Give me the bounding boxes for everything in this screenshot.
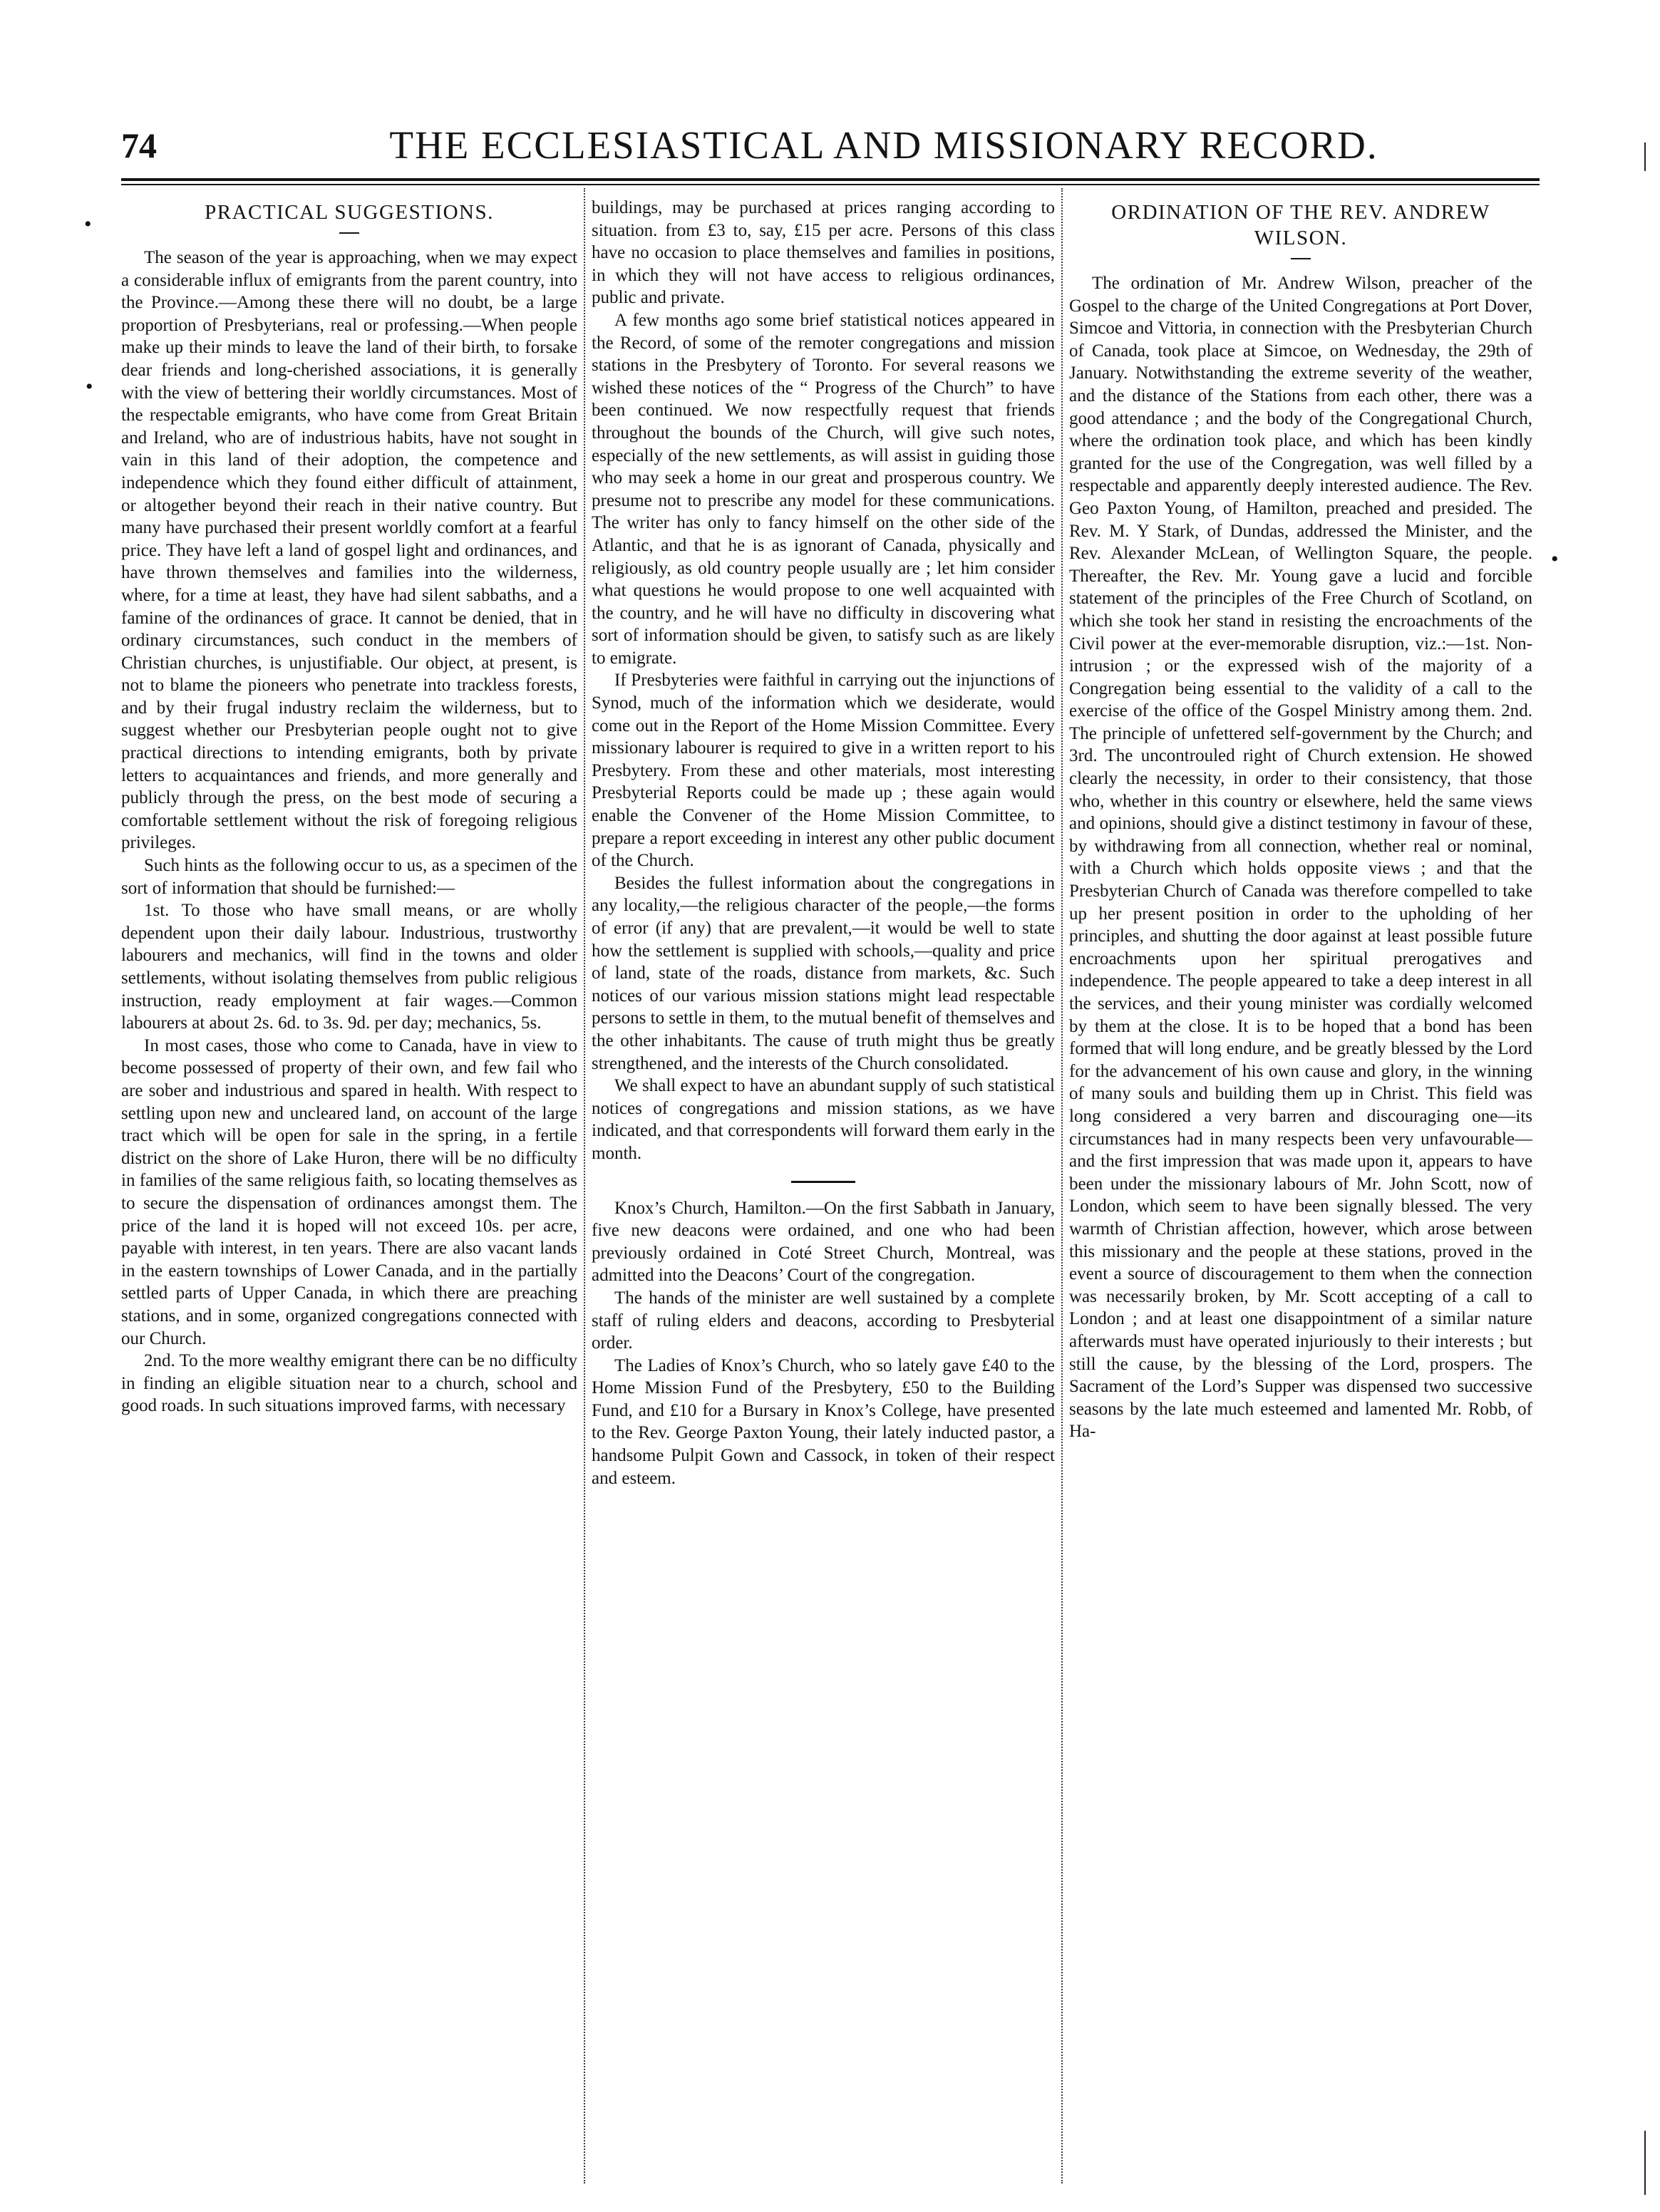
paragraph: buildings, may be purchased at prices ranging according to situation. from £3 to, say, £15 per acre. Persons of this class have no occasion to place themselves and families in positions, in which they will not have access to religious ordinances, public and private. [592, 198, 1055, 308]
page-edge-mark [1644, 2131, 1653, 2195]
margin-mark: • [1551, 547, 1559, 571]
paragraph: Knox’s Church, Hamilton.—On the first Sabbath in January, five new deacons were ordained, and one who had been previously ordained in Coté Street Church, Montreal, was admitted into the Deacons’ Court of the congregation. [592, 1198, 1055, 1286]
paragraph: In most cases, those who come to Canada, have in view to become possessed of property of their own, and few fail who are sober and industrious and spared in health. With respect to settling upon new and uncleared land, on account of the large tract which will be open for sale in the spring, in a fertile district on the shore of Lake Huron, there will be no difficulty in families of the same religious faith, so locating themselves as to secure the dispensation of ordinances amongst them. The price of the land it is hoped will not exceed 10s. per acre, payable with interest, in ten years. There are also vacant lands in the eastern townships of Lower Canada, and in the partially settled parts of Upper Canada, in which there are preaching stations, and in some, organized congregations connected with our Church. [121, 1035, 577, 1348]
column-divider [1061, 188, 1063, 2183]
title-dash [339, 232, 359, 234]
paragraph: The season of the year is approaching, when we may expect a considerable influx of emigrants from the parent country, into the Province.—Among these there will no doubt, be a large proportion of Presbyterians, real or professing.—When people make up their minds to leave the land of their birth, to forsake dear friends and long-cherished associations, it is generally with the view of bettering their worldly circumstances. Most of the respectable emigrants, who have come from Great Britain and Ireland, who are of industrious habits, have not sought in vain in this land of their adoption, the competence and independence which they found either difficult of attainment, or altogether beyond their reach in their native country. But many have purchased their present worldly comfort at a fearful price. They have left a land of gospel light and ordinances, and have thrown themselves and families into the wilderness, where, for a time at least, they have had silent sabbaths, and a famine of the ordinances of grace. It cannot be denied, that in ordinary circumstances, such conduct in the members of Christian churches, is unjustifiable. Our object, at present, is not to blame the pioneers who penetrate into trackless forests, and by their frugal industry reclaim the wilderness, but to suggest whether our Presbyterian people ought not to give practical directions to intending emigrants, both by private letters to acquaintances and friends, and more generally and publicly through the press, on the best mode of securing a comfortable settlement without the risk of foregoing religious privileges. [121, 248, 577, 853]
article-title: PRACTICAL SUGGESTIONS. [205, 201, 494, 224]
column-practical-suggestions [121, 197, 577, 2183]
paragraph: The hands of the minister are well sustained by a complete staff of ruling elders and deacons, according to Presbyterial order. [592, 1288, 1055, 1353]
page-header [121, 118, 1532, 172]
column-divider [584, 188, 585, 2183]
page-number: 74 [121, 125, 157, 165]
margin-mark: • [84, 212, 92, 236]
paragraph: If Presbyteries were faithful in carrying out the injunctions of Synod, much of the information which we desiderate, would come out in the Report of the Home Mission Committee. Every missionary labourer is required to give in a written report to his Presbytery. From these and other materials, most interesting Presbyterial Reports could be made up ; these again would enable the Convener of the Home Mission Committee, to prepare a report exceeding in interest any other public document of the Church. [592, 671, 1055, 871]
header-double-rule [121, 178, 1540, 185]
section-separator [791, 1181, 855, 1183]
page-edge-mark [1644, 143, 1653, 171]
paragraph: Such hints as the following occur to us, as a specimen of the sort of information that should be furnished:— [121, 856, 577, 898]
paragraph: 1st. To those who have small means, or are wholly dependent upon their daily labour. Industrious, trustworthy labourers and mechanics, will find in the towns and older settlements, without isolating themselves from public religious instruction, ready employment at fair wages.—Common labourers at about 2s. 6d. to 3s. 9d. per day; mechanics, 5s. [121, 901, 577, 1033]
paragraph: A few months ago some brief statistical notices appeared in the Record, of some of the remoter congregations and mission stations in the Presbytery of Toronto. For several reasons we wished these notices of the “ Progress of the Church” to have been continued. We now respectfully request that friends throughout the bounds of the Church, will give such notes, especially of the new settlements, as will assist in guiding those who may seek a home in our great and prosperous country. We presume not to prescribe any model for these communications. The writer has only to fancy himself on the other side of the Atlantic, and that he is as ignorant of Canada, physically and religiously, as old country people usually are ; let him consider what questions he would propose to one well acquainted with the country, and he will have no difficulty in discovering what sort of information should be given, to satisfy such as are likely to emigrate. [592, 310, 1055, 668]
paragraph: The ordination of Mr. Andrew Wilson, preacher of the Gospel to the charge of the United Congregations at Port Dover, Simcoe and Vittoria, in connection with the Presbyterian Church of Canada, took place at Simcoe, on Wednesday, the 29th of January. Notwithstanding the extreme severity of the weather, and the distance of the Stations from each other, there was a good attendance ; and the body of the Congregational Church, where the ordination took place, and which has been kindly granted for the use of the Congregation, was well filled by a respectable and apparently deeply interested audience. The Rev. Geo Paxton Young, of Hamilton, preached and presided. The Rev. M. Y Stark, of Dundas, addressed the Minister, and the Rev. Alexander McLean, of Wellington Square, the people. Thereafter, the Rev. Mr. Young gave a lucid and forcible statement of the principles of the Free Church of Scotland, on which she took her stand in resisting the encroachments of the Civil power at the ever-memorable disruption, viz.:—1st. Non-intrusion ; or the expressed wish of the majority of a Congregation being essential to the validity of a call to the exercise of the office of the Gospel Ministry among them. 2nd. The principle of unfettered self-government by the Church; and 3rd. The uncontrouled right of Church extension. He showed clearly the necessity, in order to their consistency, that those who, whether in this country or elsewhere, held the same views and opinions, should give a distinct testimony in favour of these, by withdrawing from all connection, whether real or nominal, with a Church which holds opposite views ; and that the Presbyterian Church of Canada was therefore compelled to take up her present position in order to the upholding of her principles, and shutting the door against at least possible future encroachments upon her spiritual prerogatives and independence. The people appeared to take a deep interest in all the services, and their young minister was cordially welcomed by them at the close. It is to be hoped that a bond has been formed that will long endure, and be greatly blessed by the Lord for the advancement of his own cause and glory, in the winning of many souls and building them up in Christ. This field was long considered a very barren and discouraging one—its circumstances had in many respects been very unfavourable—and the first impression that was made upon it, appears to have been under the missionary labours of Mr. John Scott, now of London, which seem to have been signally blessed. The very warmth of Christian affection, however, which arose between this missionary and the people at these stations, proved in the event a source of discouragement to them when the connection was necessarily broken, by Mr. Scott accepting of a call to London ; and at least one disappointment of a similar nature afterwards must have operated injuriously to their interests ; but still the cause, by the blessing of the Lord, prospers. The Sacrament of the Lord’s Supper was dispensed two successive seasons by the late much esteemed and lamented Mr. Robb, of Ha- [1069, 274, 1532, 1442]
article-title: ORDINATION OF THE REV. ANDREW WILSON. [1111, 201, 1490, 249]
paragraph: The Ladies of Knox’s Church, who so lately gave £40 to the Home Mission Fund of the Presbytery, £50 to the Building Fund, and £10 for a Bursary in Knox’s College, have presented to the Rev. George Paxton Young, their lately inducted pastor, a handsome Pulpit Gown and Cassock, in token of their respect and esteem. [592, 1355, 1055, 1488]
paragraph: We shall expect to have an abundant supply of such statistical notices of congregations and mission stations, as we have indicated, and that correspondents will forward them early in the month. [592, 1076, 1055, 1163]
column-ordination [1069, 197, 1532, 2183]
margin-mark: • [86, 375, 93, 398]
paragraph: 2nd. To the more wealthy emigrant there can be no difficulty in finding an eligible situation near to a church, school and good roads. In such situations improved farms, with necessary [121, 1351, 577, 1416]
title-dash [1291, 258, 1311, 259]
column-continued-and-knoxs-church [592, 197, 1055, 2183]
paragraph: Besides the fullest information about the congregations in any locality,—the religious character of the people,—the forms of error (if any) that are prevalent,—it would be well to state how the settlement is supplied with schools,—quality and price of land, state of the roads, distance from markets, &c. Such notices of our various mission stations might lead respectable persons to settle in them, to the mutual benefit of themselves and the other inhabitants. The cause of truth might thus be greatly strengthened, and the interests of the Church consolidated. [592, 873, 1055, 1073]
running-title: THE ECCLESIASTICAL AND MISSIONARY RECORD. [389, 123, 1378, 167]
